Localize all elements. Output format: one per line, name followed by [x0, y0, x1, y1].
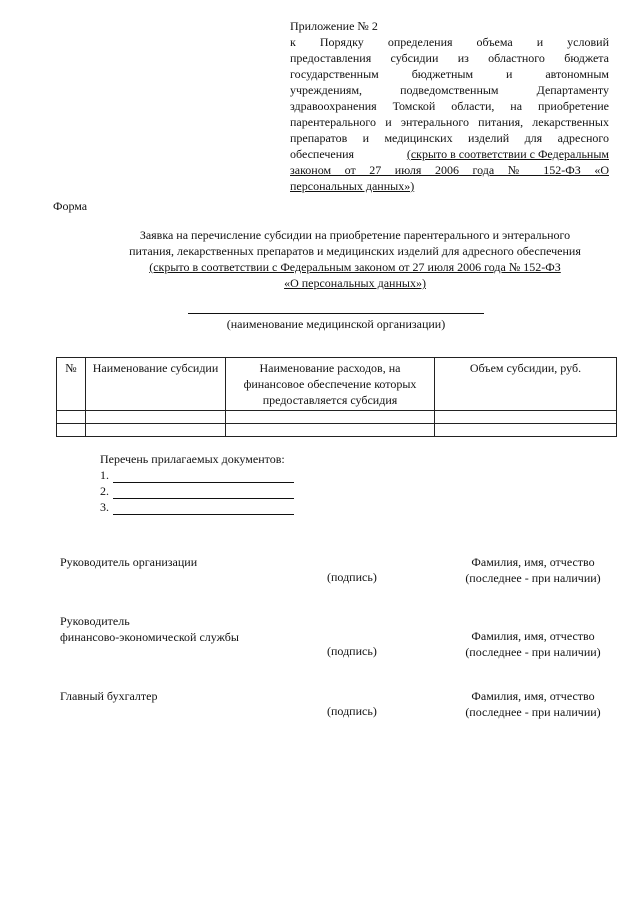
name-caption-line: (последнее - при наличии)	[465, 705, 601, 719]
privacy-note: персональных данных»)	[290, 179, 415, 193]
document-item	[100, 499, 294, 515]
title-privacy-note: (скрыто в соответствии с Федеральным законом от 27 июля 2006 года № 152-ФЗ	[149, 260, 561, 274]
title-line: питания, лекарственных препаратов и медицинских изделий для адресного обеспечения	[129, 244, 581, 258]
table-cell	[57, 424, 86, 437]
privacy-note: (скрыто в соответствии с Федеральным	[406, 147, 609, 161]
document-blank-line	[113, 486, 294, 499]
table-cell	[86, 411, 226, 424]
table-cell	[226, 424, 435, 437]
attached-documents	[100, 451, 294, 515]
document-number: 2.	[100, 484, 109, 498]
signature-caption: (подпись)	[327, 570, 377, 584]
signature-caption: (подпись)	[327, 644, 377, 658]
signer-role: Главный бухгалтер	[60, 689, 158, 703]
signer-name-caption	[458, 628, 608, 660]
appendix-line: здравоохранения Томской области, на приобретение	[290, 99, 609, 113]
appendix-line: обеспечения	[290, 147, 355, 161]
signer-role: Руководитель организации	[60, 555, 198, 569]
table-cell	[226, 411, 435, 424]
title-line: Заявка на перечисление субсидии на приобретение парентерального и энтерального	[139, 228, 571, 242]
document-blank-line	[113, 502, 294, 515]
table-cell	[86, 424, 226, 437]
document-item	[100, 467, 294, 483]
table-cell	[57, 411, 86, 424]
header-number: №	[57, 358, 86, 411]
signature-caption: (подпись)	[327, 704, 377, 718]
appendix-line: к Порядку определения объема и условий	[290, 35, 609, 49]
appendix-heading: Приложение № 2	[290, 19, 378, 33]
name-caption-line: Фамилия, имя, отчество	[471, 689, 595, 703]
appendix-header	[290, 18, 609, 194]
organization-name-line	[188, 313, 484, 314]
signer-name-caption	[458, 554, 608, 586]
table-row	[57, 424, 617, 437]
table-cell	[435, 424, 617, 437]
document-number: 3.	[100, 500, 109, 514]
name-caption-line: (последнее - при наличии)	[465, 645, 601, 659]
document-number: 1.	[100, 468, 109, 482]
appendix-line: государственным бюджетным и автономным	[290, 67, 609, 81]
organization-name-caption: (наименование медицинской организации)	[226, 317, 446, 331]
signer-name-caption	[458, 688, 608, 720]
signer-role	[60, 613, 239, 645]
header-subsidy-amount: Объем субсидии, руб.	[435, 358, 617, 411]
table-row	[57, 411, 617, 424]
appendix-line-with-note	[290, 146, 609, 162]
privacy-note: законом от 27 июля 2006 года № 152-ФЗ «О	[290, 163, 609, 177]
table-cell	[435, 411, 617, 424]
form-label: Форма	[53, 199, 88, 213]
name-caption-line: Фамилия, имя, отчество	[471, 629, 595, 643]
table-header-row	[57, 358, 617, 411]
header-subsidy-name: Наименование субсидии	[86, 358, 226, 411]
document-item	[100, 483, 294, 499]
name-caption-line: (последнее - при наличии)	[465, 571, 601, 585]
appendix-line: препаратов и медицинских изделий для адресного	[290, 131, 609, 145]
documents-heading: Перечень прилагаемых документов:	[100, 452, 285, 466]
role-line: финансово-экономической службы	[60, 630, 239, 644]
name-caption-line: Фамилия, имя, отчество	[471, 555, 595, 569]
application-title	[95, 227, 615, 291]
title-privacy-note: «О персональных данных»)	[284, 276, 426, 290]
document-blank-line	[113, 470, 294, 483]
appendix-line: парентерального и энтерального питания, лекарственных	[290, 115, 609, 129]
role-line: Руководитель	[60, 614, 130, 628]
subsidy-table	[56, 357, 617, 437]
header-expense-name: Наименование расходов, на финансовое обеспечение которых предоставляется субсидия	[226, 358, 435, 411]
appendix-line: учреждениям, подведомственным Департаменту	[290, 83, 609, 97]
appendix-line: предоставления субсидии из областного бюджета	[290, 51, 609, 65]
